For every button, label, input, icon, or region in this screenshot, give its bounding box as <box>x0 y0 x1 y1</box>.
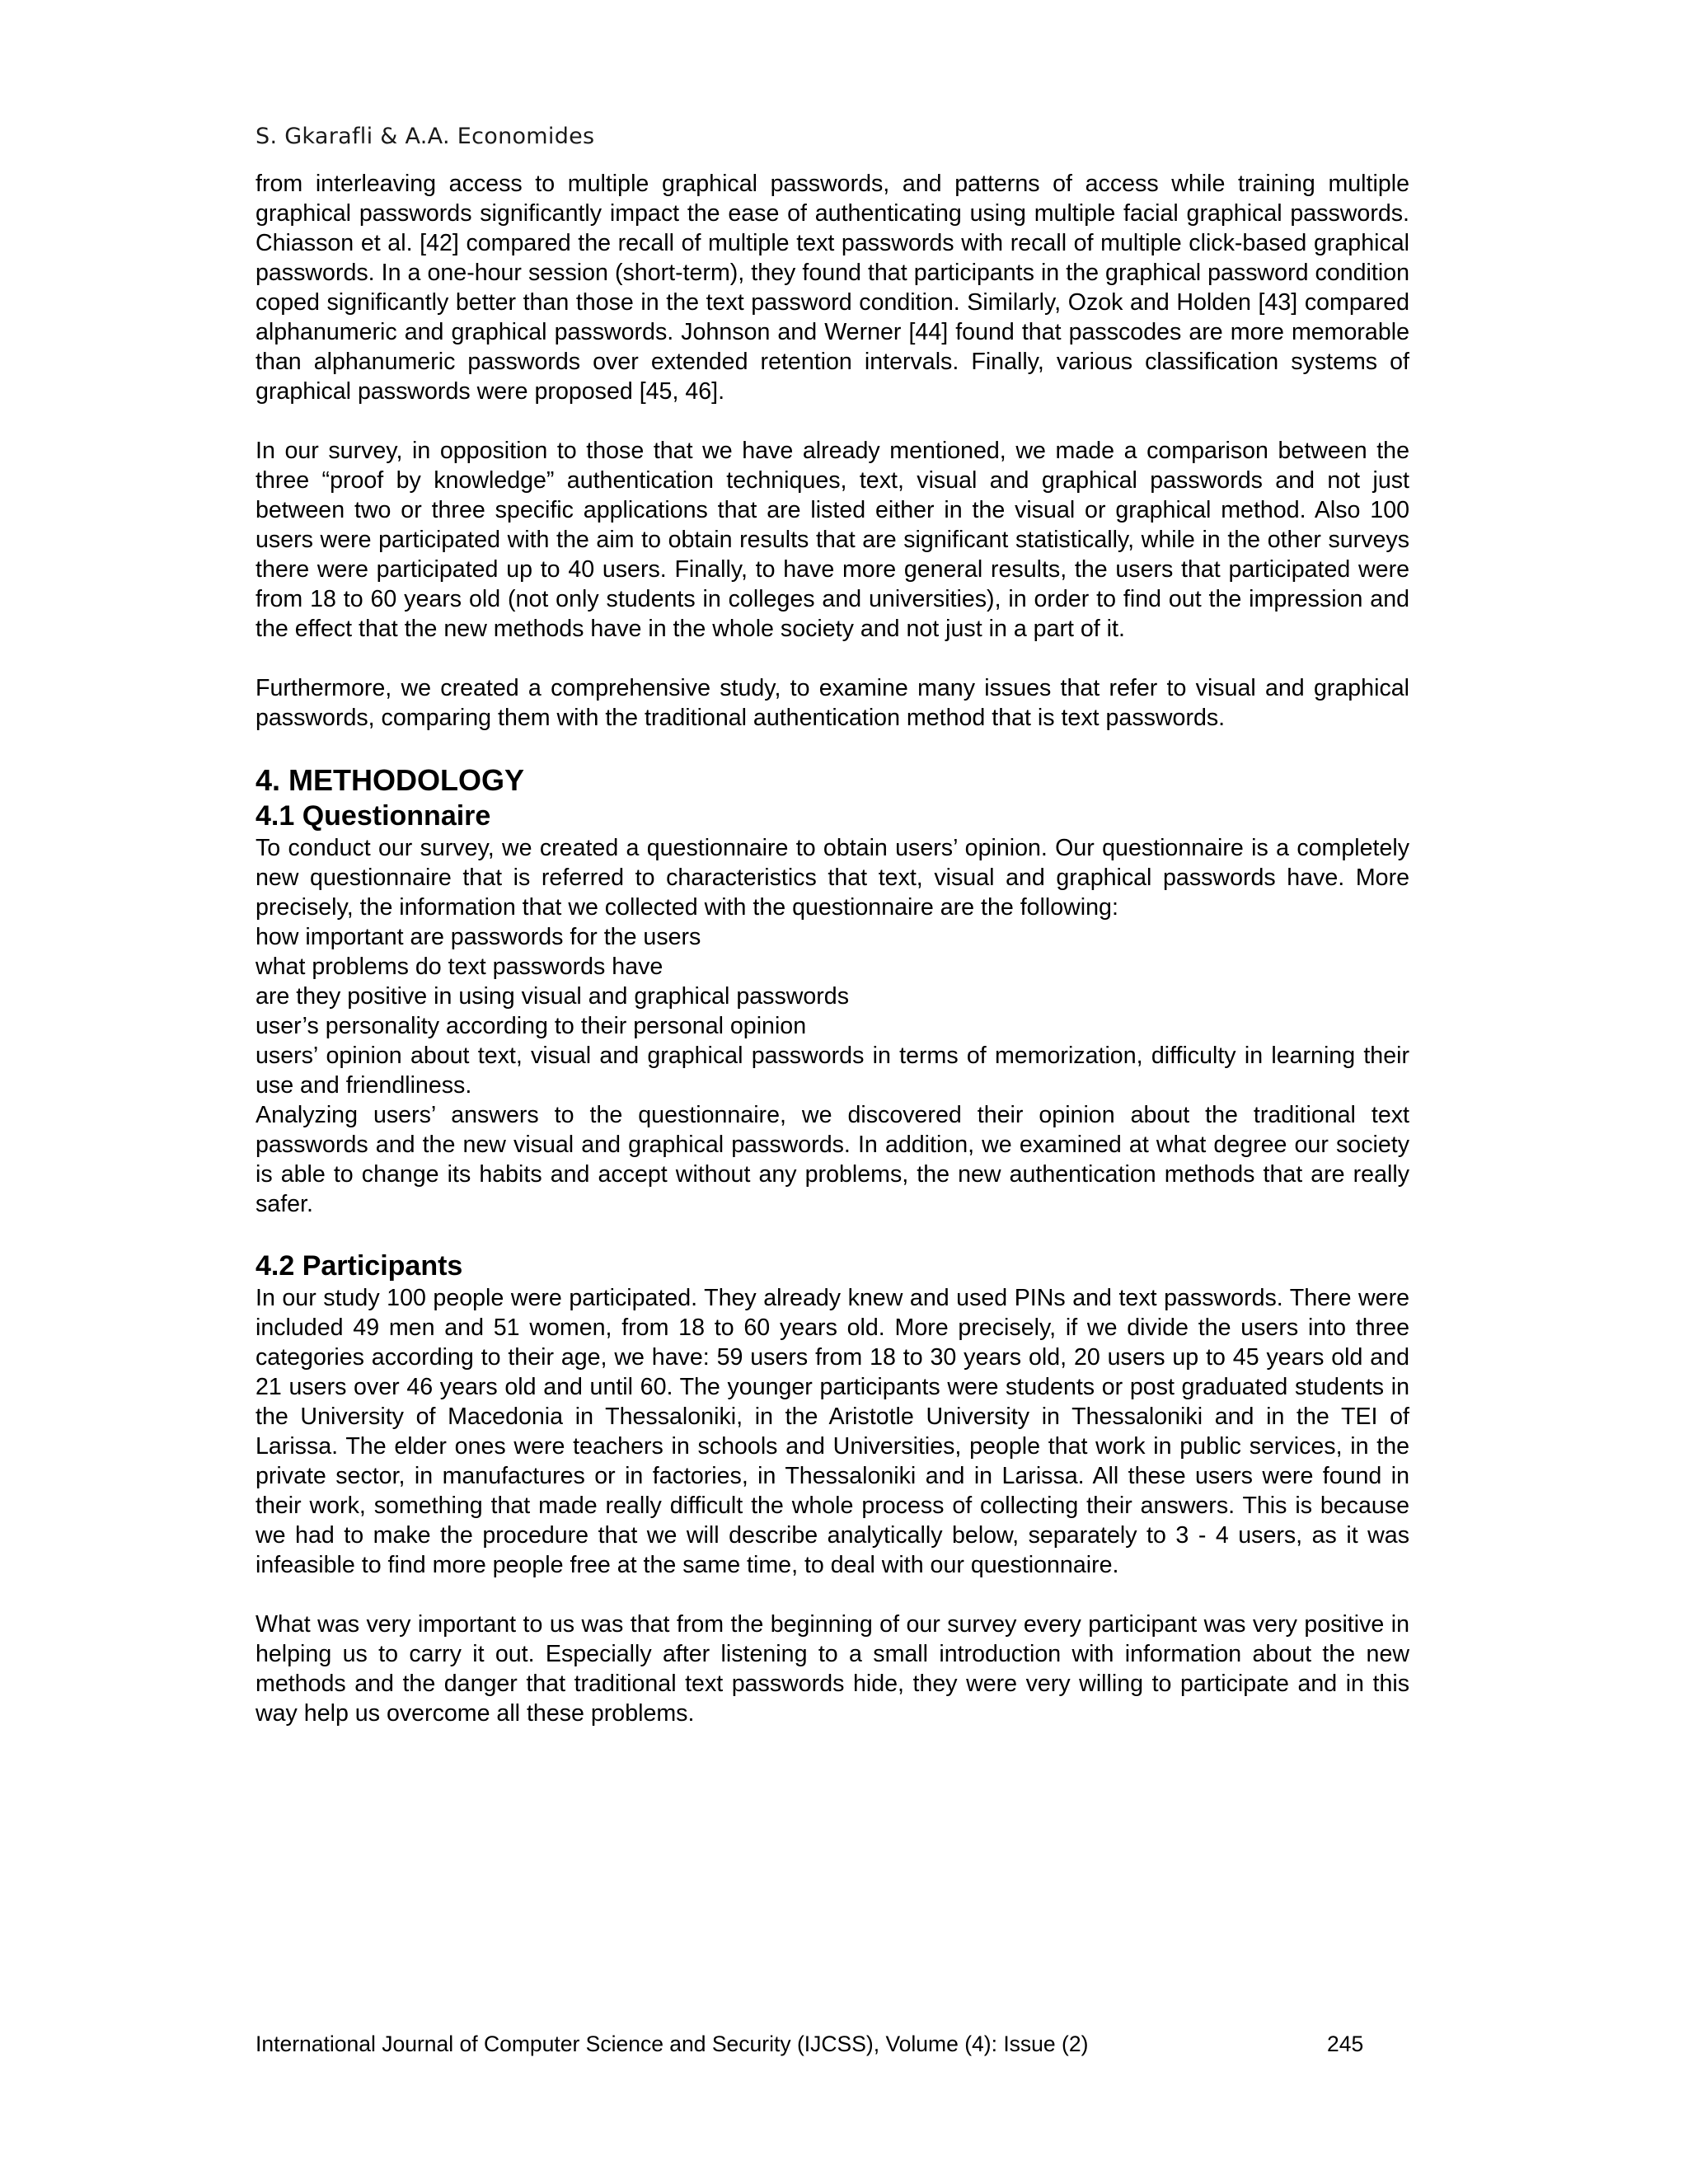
list-item: users’ opinion about text, visual and graphical passwords in terms of memorization, difficulty in learning their use and friendliness. <box>256 1043 1409 1099</box>
journal-citation: International Journal of Computer Science and Security (IJCSS), Volume (4): Issue (2) <box>256 2032 1089 2056</box>
list-item: how important are passwords for the users <box>256 924 701 950</box>
subsection-heading: 4.1 Questionnaire <box>256 800 491 832</box>
section-participants <box>256 1249 1409 1728</box>
paragraph: In our survey, in opposition to those that we have already mentioned, we made a comparison between the three “proof by knowledge” authentication techniques, text, visual and graphical passwords and not just between two or three specific applications that are listed either in the visual or graphical method. Also 100 users were participated with the aim to obtain results that are significant statistically, while in the other surveys there were participated up to 40 users. Finally, to have more general results, the users that participated were from 18 to 60 years old (not only students in colleges and universities), in order to find out the impression and the effect that the new methods have in the whole society and not just in a part of it. <box>256 438 1409 642</box>
list-item: user’s personality according to their personal opinion <box>256 1013 807 1039</box>
page-content <box>256 124 1409 1758</box>
paragraph: What was very important to us was that from the beginning of our survey every participant was very positive in helping us to carry it out. Especially after listening to a small introduction with information about the new methods and the danger that traditional text passwords hide, they were very willing to participate and in this way help us overcome all these problems. <box>256 1611 1409 1727</box>
paragraph: In our study 100 people were participated. They already knew and used PINs and text passwords. There were included 49 men and 51 women, from 18 to 60 years old. More precisely, if we divide the users into three categories according to their age, we have: 59 users from 18 to 30 years old, 20 users up to 45 years old and 21 users over 46 years old and until 60. The younger participants were students or post graduated students in the University of Macedonia in Thessaloniki, in the Aristotle University in Thessaloniki and in the TEI of Larissa. The elder ones were teachers in schools and Universities, people that work in public services, in the private sector, in manufactures or in factories, in Thessaloniki and in Larissa. All these users were found in their work, something that made really difficult the whole process of collecting their answers. This is because we had to make the procedure that we will describe analytically below, separately to 3 - 4 users, as it was infeasible to find more people free at the same time, to deal with our questionnaire. <box>256 1285 1409 1578</box>
section-methodology <box>256 762 1409 1219</box>
paragraph: Analyzing users’ answers to the questionnaire, we discovered their opinion about the traditional text passwords and the new visual and graphical passwords. In addition, we examined at what degree our society is able to change its habits and accept without any problems, the new authentication methods that are really safer. <box>256 1102 1409 1217</box>
list-item: are they positive in using visual and graphical passwords <box>256 983 850 1010</box>
section-heading: 4. METHODOLOGY <box>256 763 525 797</box>
page-number: 245 <box>1327 2032 1364 2056</box>
paragraph: from interleaving access to multiple graphical passwords, and patterns of access while training multiple graphical passwords significantly impact the ease of authenticating using multiple facial graphical passwords. Chiasson et al. [42] compared the recall of multiple text passwords with recall of multiple click-based graphical passwords. In a one-hour session (short-term), they found that participants in the graphical password condition coped significantly better than those in the text password condition. Similarly, Ozok and Holden [43] compared alphanumeric and graphical passwords. Johnson and Werner [44] found that passcodes are more memorable than alphanumeric passwords over extended retention intervals. Finally, various classification systems of graphical passwords were proposed [45, 46]. <box>256 171 1409 405</box>
running-head: S. Gkarafli & A.A. Economides <box>256 124 595 149</box>
paragraph: Furthermore, we created a comprehensive study, to examine many issues that refer to visual and graphical passwords, comparing them with the traditional authentication method that is text passwords. <box>256 675 1409 731</box>
list-item: what problems do text passwords have <box>256 954 663 980</box>
paragraph: To conduct our survey, we created a questionnaire to obtain users’ opinion. Our questionnaire is a completely new questionnaire that is referred to characteristics that text, visual and graphical passwords have. More precisely, the information that we collected with the questionnaire are the following: <box>256 835 1409 921</box>
questionnaire-list <box>256 922 1409 1100</box>
subsection-heading: 4.2 Participants <box>256 1250 463 1282</box>
